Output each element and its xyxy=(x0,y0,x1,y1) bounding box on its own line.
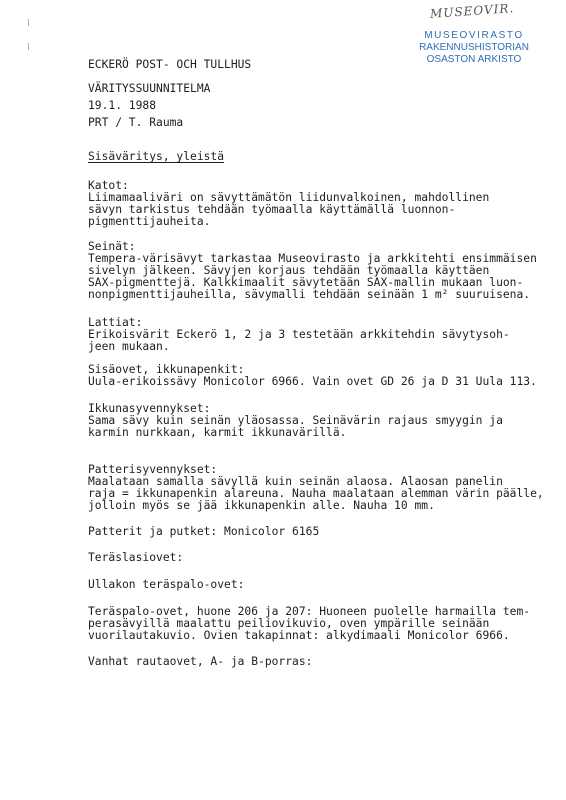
handwritten-note: MUSEOVIR. xyxy=(429,1,515,21)
section-heading: Ikkunasyvennykset: xyxy=(88,402,211,415)
section-heading: Sisäovet, ikkunapenkit: xyxy=(88,363,245,376)
body-line: perasävyillä maalattu peiliovikuvio, oven ympärille seinään xyxy=(88,617,490,630)
section-heading: Katot: xyxy=(88,179,129,192)
margin-mark xyxy=(28,43,29,50)
stamp-line-1: MUSEOVIRASTO xyxy=(424,30,524,41)
section-heading: Seinät: xyxy=(88,240,136,253)
body-line: sivelyn jälkeen. Sävyjen korjaus tehdään työmaalla käyttäen xyxy=(88,264,490,277)
section-heading: Vanhat rautaovet, A- ja B-porras: xyxy=(88,655,313,668)
body-line: Liimamaaliväri on sävyttämätön liidunvalkoinen, mahdollinen xyxy=(88,191,490,204)
body-line: sävyn tarkistus tehdään työmaalla käyttämällä luonnon- xyxy=(88,203,456,216)
archive-stamp xyxy=(408,30,540,66)
body-line: vuorilautakuvio. Ovien takapinnat: alkydimaali Monicolor 6966. xyxy=(88,629,510,642)
body-line: pigmenttijauheita. xyxy=(88,215,211,228)
body-line: Uula-erikoissävy Monicolor 6966. Vain ovet GD 26 ja D 31 Uula 113. xyxy=(88,375,537,388)
section-heading: Ullakon teräspalo-ovet: xyxy=(88,578,245,591)
body-line: Maalataan samalla sävyllä kuin seinän alaosa. Alaosan panelin xyxy=(88,475,503,488)
stamp-line-3: OSASTON ARKISTO xyxy=(426,54,522,65)
body-line: nonpigmenttijauheilla, sävymalli tehdään seinään 1 m² suuruisena. xyxy=(88,288,531,301)
body-line: SAX-pigmenttejä. Kalkkimaalit sävytetään SAX-mallin mukaan luon- xyxy=(88,276,524,289)
section-heading: Patterisyvennykset: xyxy=(88,463,218,476)
body-line: Teräspalo-ovet, huone 206 ja 207: Huoneen puolelle harmailla tem- xyxy=(88,605,531,618)
body-line: raja = ikkunapenkin alareuna. Nauha maalataan alemman värin päälle, xyxy=(88,487,544,500)
body-line: Erikoisvärit Eckerö 1, 2 ja 3 testetään arkkitehdin sävytysoh- xyxy=(88,328,510,341)
body-line: Tempera-värisävyt tarkastaa Museovirasto ja arkkitehti ensimmäisen xyxy=(88,252,537,265)
body-line: jeen mukaan. xyxy=(88,340,170,353)
margin-mark xyxy=(28,19,29,26)
document-title: Sisäväritys, yleistä xyxy=(88,150,225,163)
stamp-line-2: RAKENNUSHISTORIAN xyxy=(419,42,529,53)
section-heading: Lattiat: xyxy=(88,316,143,329)
header-date: 19.1. 1988 xyxy=(88,99,157,112)
header-author: PRT / T. Rauma xyxy=(88,116,184,129)
body-line: Sama sävy kuin seinän yläosassa. Seinävärin rajaus smyygin ja xyxy=(88,414,503,427)
section-heading: Teräslasiovet: xyxy=(88,551,184,564)
header-org: ECKERÖ POST- OCH TULLHUS xyxy=(88,58,252,71)
body-line: karmin nurkkaan, karmit ikkunavärillä. xyxy=(88,426,347,439)
body-line: jolloin myös se jää ikkunapenkin alle. Nauha 10 mm. xyxy=(88,499,435,512)
header-doc-type: VÄRITYSSUUNNITELMA xyxy=(88,82,211,95)
radiators-line: Patterit ja putket: Monicolor 6165 xyxy=(88,525,320,538)
